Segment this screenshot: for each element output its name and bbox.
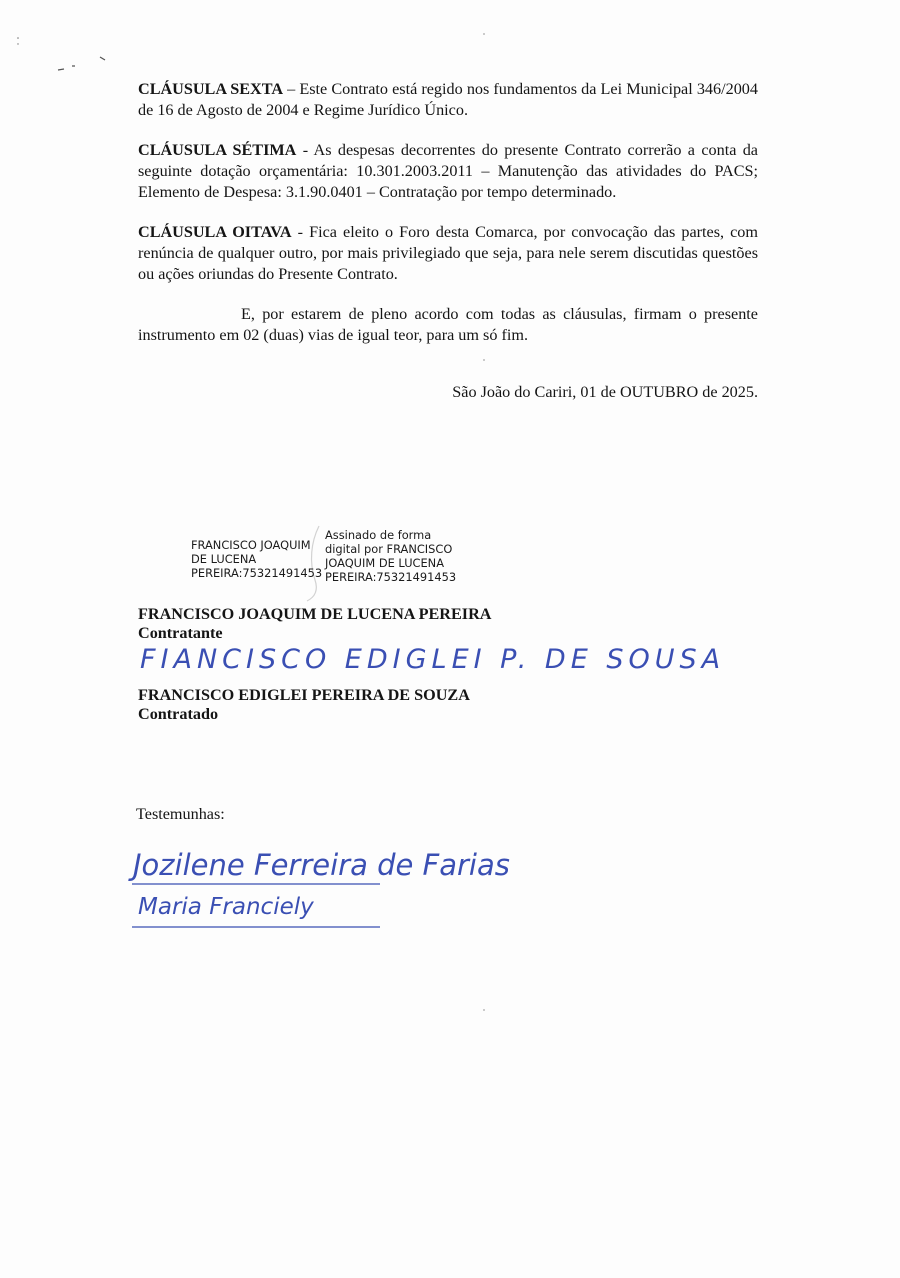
signature-line: JOAQUIM DE LUCENA xyxy=(325,556,444,570)
clause-oitava xyxy=(138,222,758,285)
contratante-block xyxy=(138,605,491,643)
signature-line: digital por FRANCISCO xyxy=(325,542,453,556)
witnesses-label: Testemunhas: xyxy=(136,805,225,823)
contratado-name: FRANCISCO EDIGLEI PEREIRA DE SOUZA xyxy=(138,686,470,704)
clause-text: - Fica eleito o Foro desta Comarca, por convocação das partes, com renúncia de qualquer outro, por mais privilegiado que seja, para nele serem discutidas questões ou ações oriundas do Presente Contrato. xyxy=(138,223,758,283)
witness-signature-1: Jozilene Ferreira de Farias xyxy=(133,848,510,882)
clause-sexta xyxy=(138,79,758,121)
witness-signature-2: Maria Franciely xyxy=(138,894,314,920)
contratante-name: FRANCISCO JOAQUIM DE LUCENA PEREIRA xyxy=(138,605,492,623)
signer-name: FRANCISCO JOAQUIM DE LUCENA PEREIRA:75321491453 xyxy=(191,538,323,580)
place-date: São João do Cariri, 01 de OUTUBRO de 2025. xyxy=(452,383,758,401)
contratado-handwritten-signature: FIANCISCO EDIGLEI P. DE SOUSA xyxy=(140,644,726,675)
signature-details xyxy=(325,528,465,584)
clause-heading: CLÁUSULA SÉTIMA xyxy=(138,141,297,159)
clause-heading: CLÁUSULA OITAVA xyxy=(138,223,292,241)
contratado-role: Contratado xyxy=(138,705,219,723)
contratado-block xyxy=(138,686,470,724)
signature-line: PEREIRA:75321491453 xyxy=(325,570,457,584)
clause-setima xyxy=(138,140,758,203)
signature-line: Assinado de forma xyxy=(325,528,432,542)
clause-text: – Este Contrato está regido nos fundamentos da Lei Municipal 346/2004 de 16 de Agosto de 2004 e Regime Jurídico Único. xyxy=(138,80,758,119)
closing-paragraph: E, por estarem de pleno acordo com todas as cláusulas, firmam o presente instrumento em 02 (duas) vias de igual teor, para um só fim. xyxy=(138,305,758,344)
contratante-role: Contratante xyxy=(138,624,223,642)
clause-heading: CLÁUSULA SEXTA xyxy=(138,80,284,98)
clause-text: - As despesas decorrentes do presente Contrato correrão a conta da seguinte dotação orçamentária: 10.301.2003.2011 – Manutenção das atividades do PACS; Elemento de Despesa: 3.1.90.0401 – Contratação por tempo determinado. xyxy=(138,141,758,201)
